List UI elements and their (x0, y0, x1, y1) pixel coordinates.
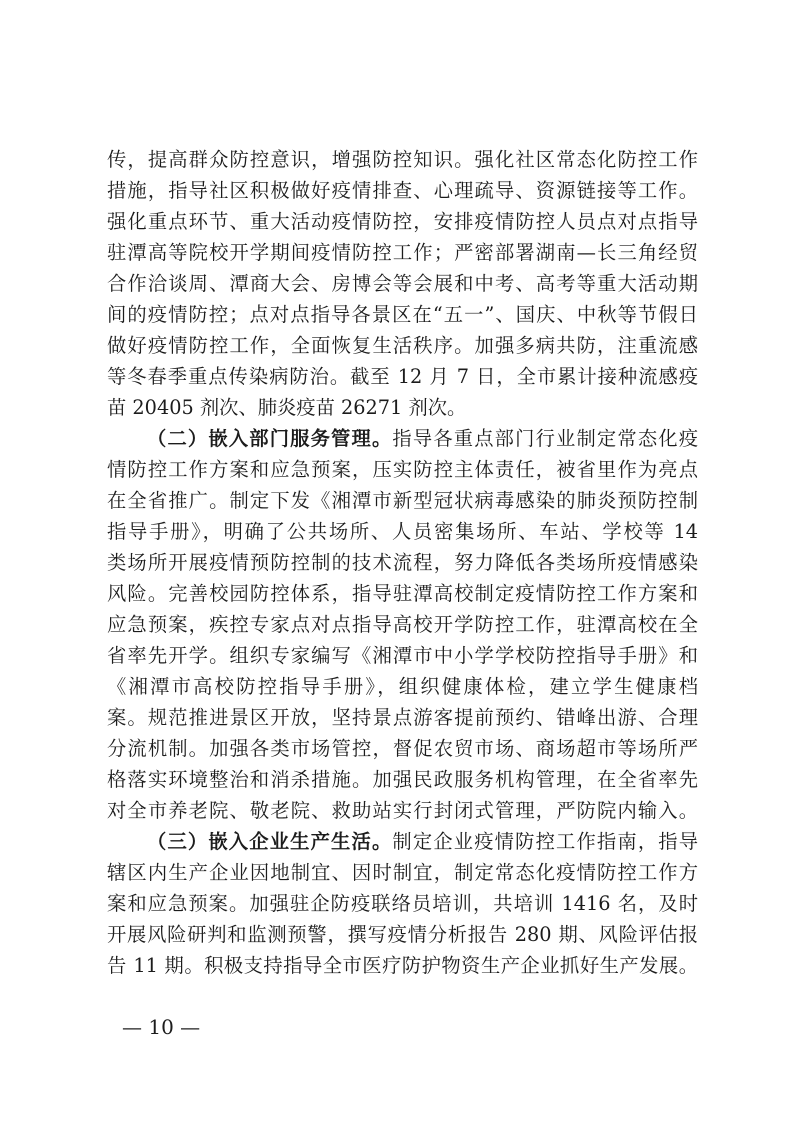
text-line: 间的疫情防控；点对点指导各景区在“五一”、国庆、中秋等节假日 (107, 303, 698, 326)
paragraph (107, 423, 698, 826)
text-line: 告 11 期。积极支持指导全市医疗防护物资生产企业抓好生产发展。 (107, 954, 698, 977)
text-line (107, 423, 698, 454)
paragraph (107, 144, 698, 423)
text-line: 类场所开展疫情预防控制的技术流程，努力降低各类场所疫情感染 (107, 551, 698, 574)
page-number: — 10 — (122, 1015, 201, 1039)
text-line: 驻潭高等院校开学期间疫情防控工作；严密部署湖南—长三角经贸 (107, 241, 698, 264)
text-line: 省率先开学。组织专家编写《湘潭市中小学学校防控指导手册》和 (107, 644, 698, 667)
section-heading: （二）嵌入部门服务管理。 (147, 427, 393, 450)
text-line: 在全省推广。制定下发《湘潭市新型冠状病毒感染的肺炎预防控制 (107, 489, 698, 512)
text-line: 传，提高群众防控意识，增强防控知识。强化社区常态化防控工作 (107, 148, 698, 171)
text-line: 做好疫情防控工作，全面恢复生活秩序。加强多病共防，注重流感 (107, 334, 698, 357)
text-line: 格落实环境整治和消杀措施。加强民政服务机构管理，在全省率先 (107, 768, 698, 791)
text-line: 辖区内生产企业因地制宜、因时制宜，制定常态化疫情防控工作方 (107, 861, 698, 884)
text-line: 指导手册》，明确了公共场所、人员密集场所、车站、学校等 14 (107, 520, 698, 543)
text-line: 应急预案，疾控专家点对点指导高校开学防控工作，驻潭高校在全 (107, 613, 698, 636)
text-line (107, 826, 698, 857)
text-line: 《湘潭市高校防控指导手册》，组织健康体检，建立学生健康档 (107, 675, 698, 698)
text-line: 案。规范推进景区开放，坚持景点游客提前预约、错峰出游、合理 (107, 706, 698, 729)
text-span: 制定企业疫情防控工作指南，指导 (392, 830, 698, 853)
text-line: 情防控工作方案和应急预案，压实防控主体责任，被省里作为亮点 (107, 458, 698, 481)
section-heading: （三）嵌入企业生产生活。 (147, 830, 393, 853)
text-line: 苗 20405 剂次、肺炎疫苗 26271 剂次。 (107, 396, 467, 419)
text-line: 措施，指导社区积极做好疫情排查、心理疏导、资源链接等工作。 (107, 179, 698, 202)
text-line: 等冬春季重点传染病防治。截至 12 月 7 日，全市累计接种流感疫 (107, 365, 698, 388)
text-line: 合作洽谈周、潭商大会、房博会等会展和中考、高考等重大活动期 (107, 272, 698, 295)
text-line: 开展风险研判和监测预警，撰写疫情分析报告 280 期、风险评估报 (107, 923, 698, 946)
text-line: 强化重点环节、重大活动疫情防控，安排疫情防控人员点对点指导 (107, 210, 698, 233)
text-line: 分流机制。加强各类市场管控，督促农贸市场、商场超市等场所严 (107, 737, 698, 760)
text-line: 案和应急预案。加强驻企防疫联络员培训，共培训 1416 名，及时 (107, 892, 698, 915)
text-span: 指导各重点部门行业制定常态化疫 (392, 427, 698, 450)
paragraph (107, 826, 698, 981)
text-line: 风险。完善校园防控体系，指导驻潭高校制定疫情防控工作方案和 (107, 582, 698, 605)
body-text (107, 144, 698, 981)
text-line: 对全市养老院、敬老院、救助站实行封闭式管理，严防院内输入。 (107, 799, 698, 822)
